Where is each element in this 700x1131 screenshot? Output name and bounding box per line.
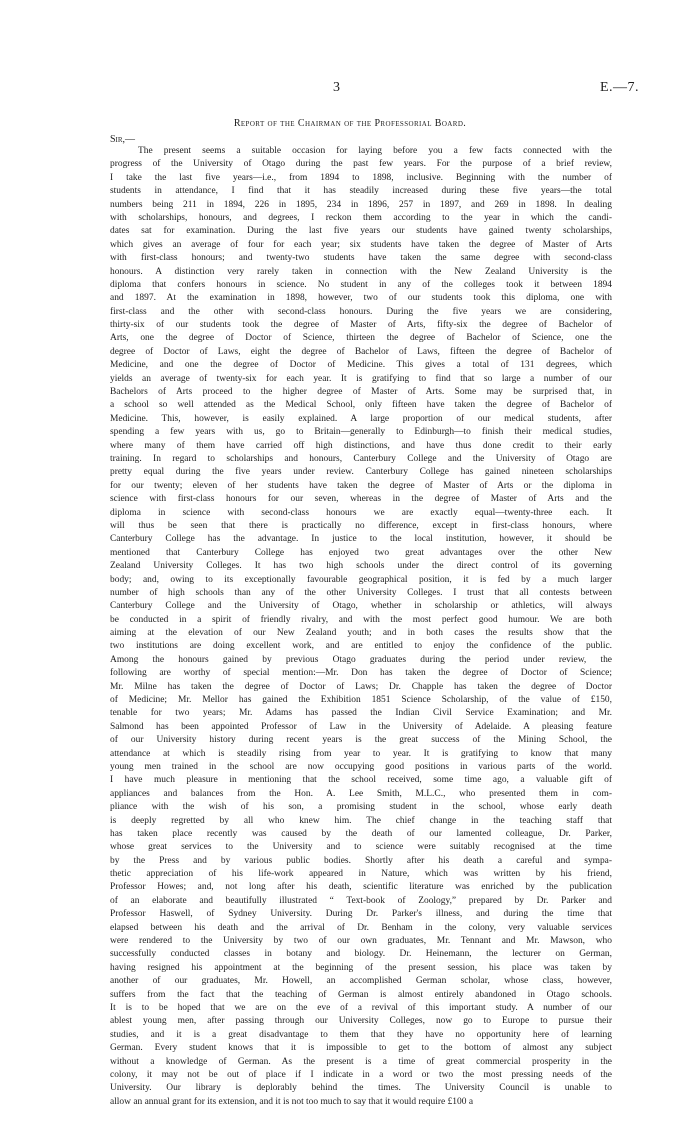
body-line: training. In regard to scholarships and honours, Canterbury College and the University of Otago are — [110, 453, 612, 464]
body-line: numbers being 211 in 1894, 226 in 1895, 234 in 1896, 257 in 1897, and 269 in 1898. In dealing — [110, 199, 612, 210]
body-line: allow an annual grant for its extension, and it is not too much to say that it would require £100 a — [110, 1096, 474, 1107]
body-line: thetic appreciation of his life-work appeared in Nature, which was written by his friend, — [110, 869, 612, 880]
body-line: Medicine. This, however, is easily explained. A large proportion of our medical students, after — [110, 413, 612, 424]
body-line: honours. A distinction very rarely taken in connection with the New Zealand University is the — [110, 266, 612, 277]
body-line: Zealand University Colleges. It has two high schools under the direct control of its governing — [110, 561, 612, 572]
body-line: and 1897. At the examination in 1898, however, two of our students took this diploma, one with — [110, 293, 612, 304]
body-line: tenable for two years; Mr. Adams has passed the Indian Civil Service Examination; and Mr. — [110, 708, 612, 719]
body-line: German. Every student knows that it is impossible to get to the bottom of almost any subject — [110, 1043, 612, 1054]
body-line: for our twenty; eleven of her students have taken the degree of Master of Arts or the diploma in — [110, 480, 612, 491]
body-line: science with first-class honours for our seven, whereas in the degree of Master of Arts and the — [110, 494, 612, 505]
body-line: colony, it may not be out of place if I indicate in a word or two the most pressing needs of the — [110, 1069, 612, 1080]
body-line: is deeply regretted by all who knew him. The chief change in the teaching staff that — [110, 815, 612, 826]
report-body — [110, 145, 612, 1109]
body-line: body; and, owing to its exceptionally favourable geographical position, it is fed by a much larger — [110, 574, 612, 585]
body-line: diploma that confers honours in science. No student in any of the colleges took it between 1894 — [110, 279, 612, 290]
body-line: were rendered to the University by two of our own graduates, Mr. Tennant and Mr. Mawson, who — [110, 936, 612, 947]
body-line: whose great services to the University and to science were suitably recognised at the time — [110, 842, 612, 853]
body-line: pretty equal during the five years under review. Canterbury College has gained nineteen scholarships — [110, 467, 612, 478]
body-line: Arts, one the degree of Doctor of Science, thirteen the degree of Bachelor of Science, one the — [110, 333, 612, 344]
body-line: mentioned that Canterbury College has enjoyed two great advantages over the other New — [110, 547, 612, 558]
body-line: will thus be seen that there is practically no difference, except in first-class honours, where — [110, 520, 612, 531]
page-number: 3 — [333, 80, 340, 95]
body-line: having resigned his appointment at the beginning of the present session, his place was taken by — [110, 962, 612, 973]
body-line: attendance at which is steadily rising from year to year. It is gratifying to know that many — [110, 748, 612, 759]
body-line: Among the honours gained by previous Otago graduates during the period under review, the — [110, 654, 612, 665]
body-line: a school so well attended as the Medical School, only fifteen have taken the degree of Bachelor of — [110, 400, 612, 411]
body-line: I have much pleasure in mentioning that the school received, some time ago, a valuable gift of — [110, 775, 612, 786]
body-line: successfully conducted classes in botany and biology. Dr. Heinemann, the lecturer on German, — [110, 949, 612, 960]
body-line: with first-class honours; and twenty-two students have taken the same degree with second-class — [110, 253, 612, 264]
body-line: degree of Doctor of Laws, eight the degree of Bachelor of Laws, fifteen the degree of Bachelor of — [110, 346, 612, 357]
body-line: Bachelors of Arts proceed to the higher degree of Master of Arts. Some may be surprised that, in — [110, 387, 612, 398]
body-line: appliances and balances from the Hon. A. Lee Smith, M.L.C., who presented them in com- — [110, 788, 612, 799]
body-line: which gives an average of four for each year; six students have taken the degree of Master of Arts — [110, 239, 612, 250]
body-line: number of high schools than any of the other University Colleges. I trust that all contests between — [110, 587, 612, 598]
body-line: where many of them have carried off high distinctions, and have thus done credit to their early — [110, 440, 612, 451]
body-line: Mr. Milne has taken the degree of Doctor of Laws; Dr. Chapple has taken the degree of Doctor — [110, 681, 612, 692]
body-line: progress of the University of Otago during the past few years. For the purpose of a brief review, — [110, 159, 612, 170]
salutation: Sir,— — [110, 134, 136, 145]
body-line: Professor Haswell, of Sydney University. During Dr. Parker's illness, and during the time that — [110, 909, 612, 920]
body-line: students in attendance, I find that it has steadily increased during these five years—the total — [110, 186, 612, 197]
body-line: University. Our library is deplorably behind the times. The University Council is unable to — [110, 1083, 612, 1094]
body-line: aiming at the elevation of our New Zealand youth; and in both cases the results show that the — [110, 628, 612, 639]
body-line: dates sat for examination. During the last five years our students have gained twenty scholarships, — [110, 226, 612, 237]
body-line: with scholarships, honours, and degrees, I reckon them according to the year in which the candi- — [110, 212, 612, 223]
body-line: pliance with the wish of his son, a promising student in the school, whose early death — [110, 802, 612, 813]
body-line: two institutions are doing excellent work, and are entitled to enjoy the confidence of the public. — [110, 641, 612, 652]
body-line: Canterbury College has the advantage. In justice to the local institution, however, it should be — [110, 534, 612, 545]
body-line: Medicine, and one the degree of Doctor of Medicine. This gives a total of 131 degrees, which — [110, 360, 612, 371]
body-line: diploma in science with second-class honours we are exactly equal—twenty-three each. It — [110, 507, 612, 518]
body-line: of Medicine; Mr. Mellor has gained the Exhibition 1851 Science Scholarship, of the value of £150, — [110, 695, 612, 706]
body-line: Salmond has been appointed Professor of Law in the University of Adelaide. A pleasing feature — [110, 721, 612, 732]
body-line: The present seems a suitable occasion for laying before you a few facts connected with the — [138, 146, 612, 156]
body-line: another of our graduates, Mr. Howell, an accomplished German scholar, whose class, however, — [110, 976, 612, 987]
body-line: elapsed between his death and the arrival of Dr. Benham in the colony, very valuable services — [110, 922, 612, 933]
series-reference: E.—7. — [600, 80, 640, 95]
body-line: studies, and it is a great disadvantage to them that they have no opportunity here of learning — [110, 1029, 612, 1040]
body-line: Professor Howes; and, not long after his death, scientific literature was enriched by the publication — [110, 882, 612, 893]
body-line: I take the last five years—i.e., from 1894 to 1898, inclusive. Beginning with the number of — [110, 172, 612, 183]
body-line: young men trained in the school are now occupying good positions in various parts of the world. — [110, 761, 612, 772]
body-line: has taken place recently was caused by the death of our lamented colleague, Dr. Parker, — [110, 828, 612, 839]
body-line: of an elaborate and beautifully illustrated “ Text-book of Zoology,” prepared by Dr. Parker and — [110, 895, 612, 906]
body-line: ablest young men, after passing through our University Colleges, now go to Europe to pursue their — [110, 1016, 612, 1027]
body-line: of our University history during recent years is the great success of the Mining School, the — [110, 735, 612, 746]
body-line: thirty-six of our students took the degree of Master of Arts, fifty-six the degree of Bachelor of — [110, 320, 612, 331]
body-line: yields an average of twenty-six for each year. It is gratifying to find that so large a number of our — [110, 373, 612, 384]
body-line: Canterbury College and the University of Otago, whether in scholarship or athletics, will always — [110, 601, 612, 612]
body-line: It is to be hoped that we are on the eve of a revival of this important study. A number of our — [110, 1003, 612, 1013]
body-line: suffers from the fact that the teaching of German is almost entirely abandoned in Otago schools. — [110, 989, 612, 1000]
body-line: by the Press and by various public bodies. Shortly after his death a careful and sympa- — [110, 855, 612, 866]
body-line: spending a few years with us, go to Britain—generally to Edinburgh—to finish their medical studies, — [110, 427, 612, 438]
body-line: first-class and the other with second-class honours. During the five years we are considering, — [110, 306, 612, 317]
body-line: without a knowledge of German. As the present is a time of great commercial prosperity in the — [110, 1056, 612, 1067]
body-line: be conducted in a spirit of friendly rivalry, and with the most perfect good humour. We are both — [110, 614, 612, 625]
report-title: Report of the Chairman of the Professorial Board. — [233, 118, 467, 129]
body-line: following are worthy of special mention:—Mr. Don has taken the degree of Doctor of Science; — [110, 668, 612, 679]
